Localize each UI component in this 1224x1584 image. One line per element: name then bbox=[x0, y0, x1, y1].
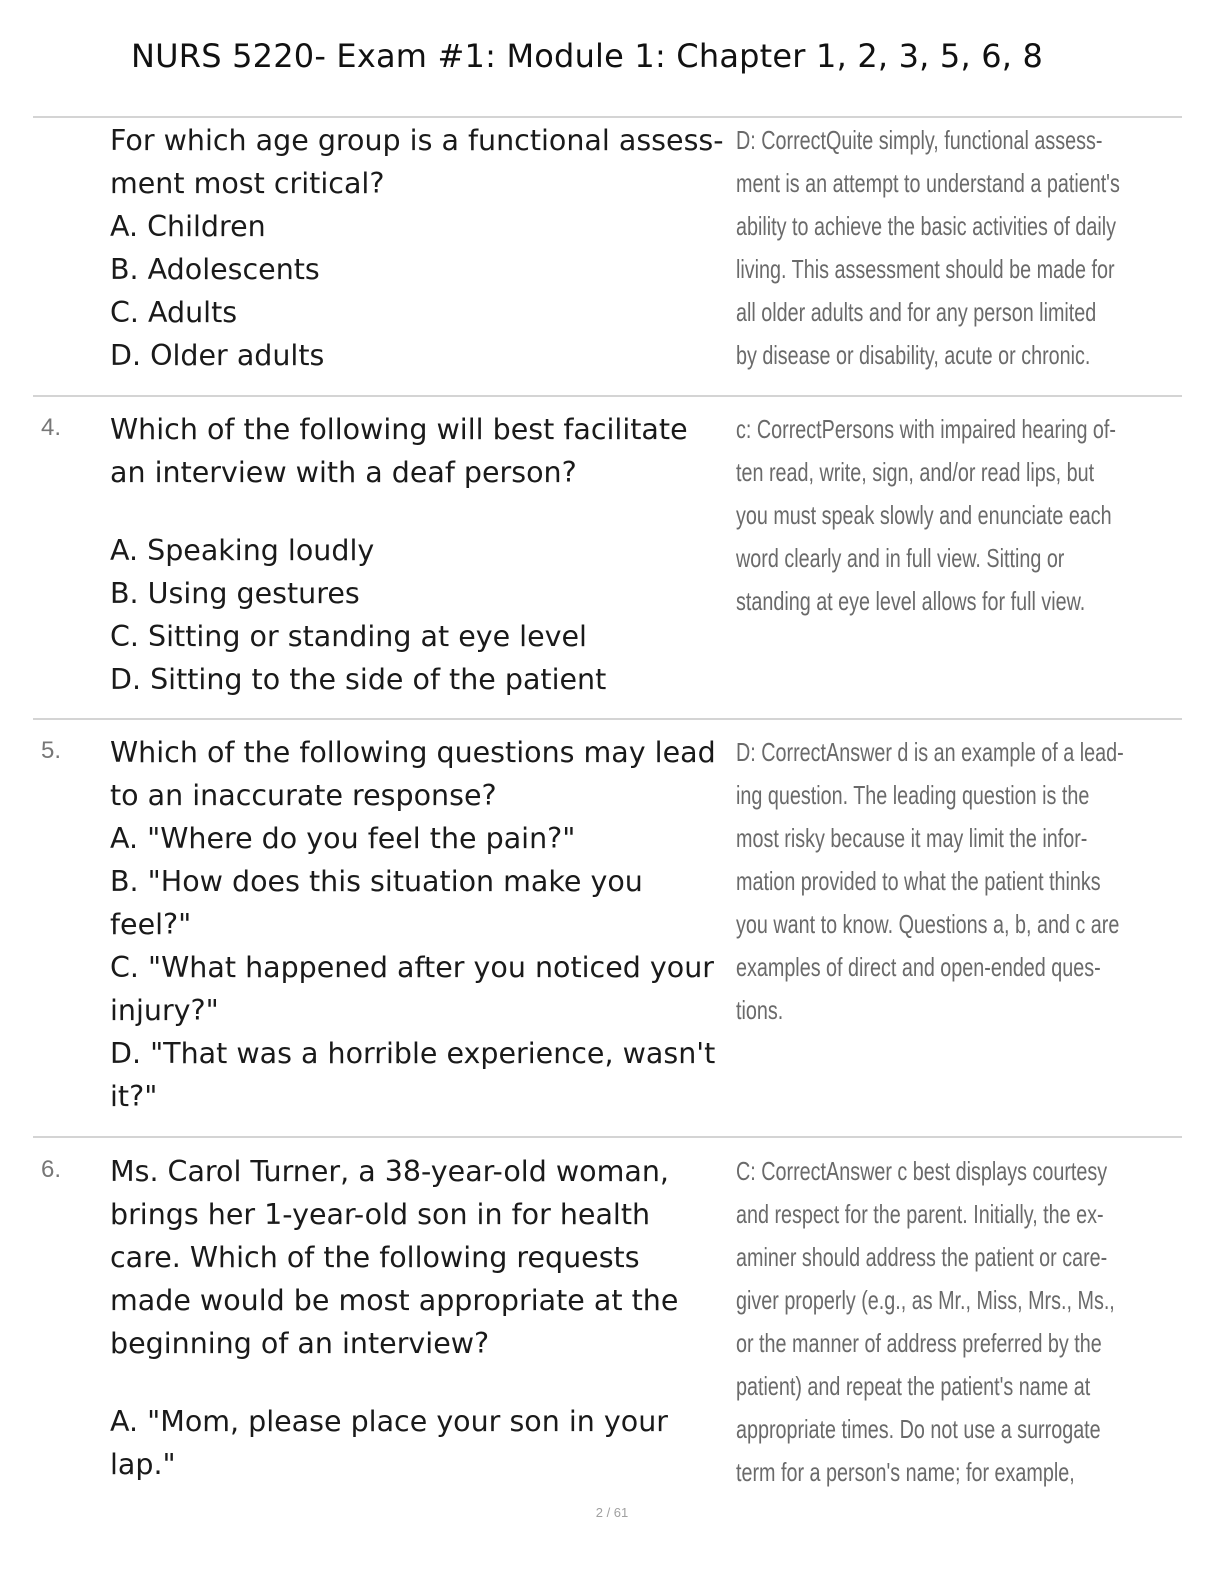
question-stem-line: Which of the following will best facilitate bbox=[110, 413, 688, 446]
answer-line: D: CorrectQuite simply, functional assess- bbox=[736, 125, 1103, 155]
question-number: 4. bbox=[41, 414, 62, 441]
section-divider bbox=[33, 395, 1182, 397]
answer-line: ten read, write, sign, and/or read lips, but bbox=[736, 457, 1095, 487]
answer-option: D. "That was a horrible experience, wasn't it?" bbox=[110, 1037, 716, 1113]
answer-option: A. "Mom, please place your son in your lap." bbox=[110, 1405, 668, 1481]
answer-option: B. "How does this situation make you feel?" bbox=[110, 865, 643, 941]
question-stem-line: brings her 1-year-old son in for health bbox=[110, 1198, 651, 1231]
answer-explanation bbox=[736, 119, 1120, 377]
answer-line: you must speak slowly and enunciate each bbox=[736, 500, 1112, 530]
answer-option: D. Older adults bbox=[110, 339, 325, 372]
answer-line: term for a person's name; for example, bbox=[736, 1457, 1075, 1487]
answer-line: tions. bbox=[736, 995, 784, 1025]
question-stem-line: beginning of an interview? bbox=[110, 1327, 490, 1360]
answer-option: C. Sitting or standing at eye level bbox=[110, 620, 587, 653]
answer-line: ment is an attempt to understand a patient's bbox=[736, 168, 1120, 198]
question-stem-line: care. Which of the following requests bbox=[110, 1241, 640, 1274]
answer-line: appropriate times. Do not use a surrogate bbox=[736, 1414, 1101, 1444]
answer-line: by disease or disability, acute or chronic. bbox=[736, 340, 1091, 370]
question-stem-line: For which age group is a functional assess- bbox=[110, 124, 724, 157]
answer-line: most risky because it may limit the infor- bbox=[736, 823, 1088, 853]
page-indicator: 2 / 61 bbox=[595, 1505, 629, 1520]
answer-line: all older adults and for any person limited bbox=[736, 297, 1097, 327]
question-number: 5. bbox=[41, 737, 62, 764]
answer-line: mation provided to what the patient thinks bbox=[736, 866, 1101, 896]
answer-line: ability to achieve the basic activities of daily bbox=[736, 211, 1117, 241]
question-stem-line: Which of the following questions may lead bbox=[110, 736, 716, 769]
answer-option: A. Children bbox=[110, 210, 266, 243]
answer-line: or the manner of address preferred by the bbox=[736, 1328, 1102, 1358]
section-divider bbox=[33, 1136, 1182, 1138]
question-stem-line: to an inaccurate response? bbox=[110, 779, 497, 812]
question-stem-line: ment most critical? bbox=[110, 167, 385, 200]
answer-line: aminer should address the patient or care- bbox=[736, 1242, 1108, 1272]
question-text bbox=[110, 1150, 732, 1486]
question-stem-line: an interview with a deaf person? bbox=[110, 456, 577, 489]
question-number: 6. bbox=[41, 1156, 62, 1183]
answer-option: B. Adolescents bbox=[110, 253, 320, 286]
answer-line: giver properly (e.g., as Mr., Miss, Mrs., Ms., bbox=[736, 1285, 1115, 1315]
question-text bbox=[110, 119, 732, 377]
answer-line: D: CorrectAnswer d is an example of a lead- bbox=[736, 737, 1124, 767]
answer-line: and respect for the parent. Initially, the ex- bbox=[736, 1199, 1104, 1229]
question-text bbox=[110, 408, 732, 701]
answer-line: living. This assessment should be made for bbox=[736, 254, 1115, 284]
question-stem-line: Ms. Carol Turner, a 38-year-old woman, bbox=[110, 1155, 669, 1188]
question-stem-line: made would be most appropriate at the bbox=[110, 1284, 679, 1317]
answer-option: A. "Where do you feel the pain?" bbox=[110, 822, 576, 855]
document-title: NURS 5220- Exam #1: Module 1: Chapter 1, 2, 3, 5, 6, 8 bbox=[131, 37, 1044, 75]
answer-line: c: CorrectPersons with impaired hearing of- bbox=[736, 414, 1116, 444]
answer-line: patient) and repeat the patient's name at bbox=[736, 1371, 1091, 1401]
answer-explanation bbox=[736, 408, 1116, 623]
answer-line: you want to know. Questions a, b, and c are bbox=[736, 909, 1120, 939]
answer-line: ing question. The leading question is the bbox=[736, 780, 1090, 810]
answer-option: B. Using gestures bbox=[110, 577, 360, 610]
answer-option: D. Sitting to the side of the patient bbox=[110, 663, 607, 696]
question-text bbox=[110, 731, 732, 1118]
answer-line: word clearly and in full view. Sitting or bbox=[736, 543, 1065, 573]
answer-line: examples of direct and open-ended ques- bbox=[736, 952, 1101, 982]
answer-line: standing at eye level allows for full view. bbox=[736, 586, 1086, 616]
answer-line: C: CorrectAnswer c best displays courtesy bbox=[736, 1156, 1108, 1186]
answer-explanation bbox=[736, 731, 1124, 1032]
spacer bbox=[110, 494, 732, 529]
section-divider bbox=[33, 116, 1182, 118]
spacer bbox=[110, 1365, 732, 1400]
answer-option: A. Speaking loudly bbox=[110, 534, 375, 567]
section-divider bbox=[33, 718, 1182, 720]
answer-option: C. Adults bbox=[110, 296, 238, 329]
answer-option: C. "What happened after you noticed your injury?" bbox=[110, 951, 714, 1027]
answer-explanation bbox=[736, 1150, 1115, 1494]
